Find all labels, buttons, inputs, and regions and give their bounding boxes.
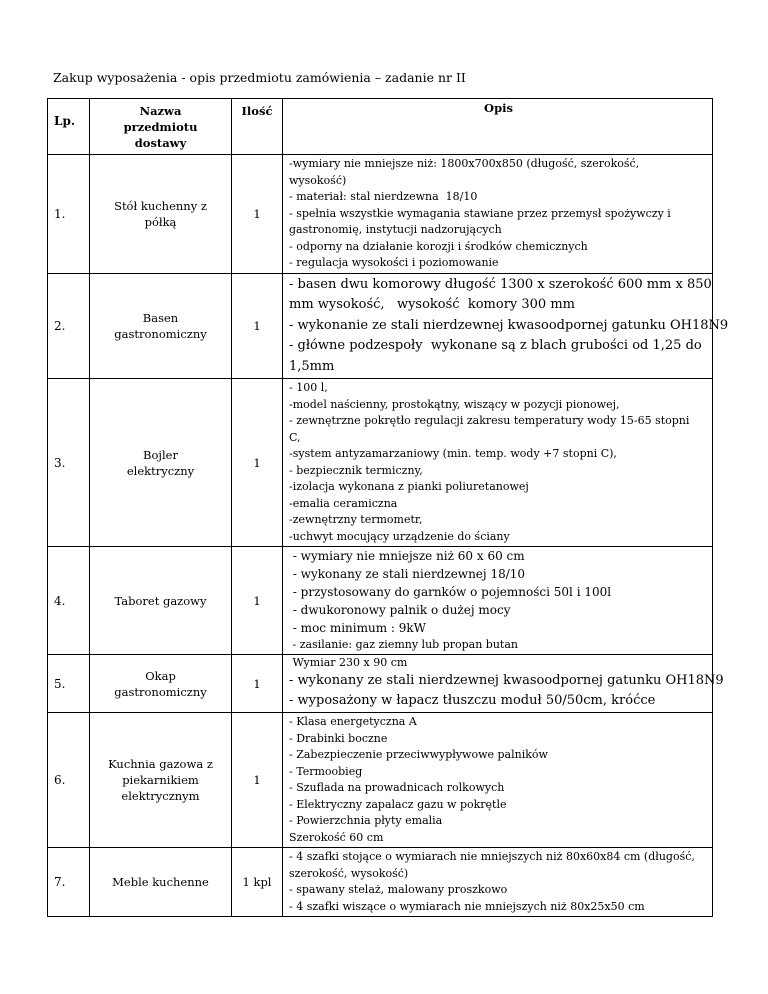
desc-line: - 4 szafki wiszące o wymiarach nie mniejszych niż 80x25x50 cm — [289, 899, 645, 913]
header-qty: Ilość — [232, 99, 283, 155]
desc-line: - wyposażony w łapacz tłuszczu moduł 50/50cm, króćce — [289, 693, 656, 708]
desc-line: gastronomię, instytucji nadzorujących — [289, 223, 502, 236]
table-row — [48, 155, 713, 274]
desc-line: -izolacja wykonana z pianki poliuretanowej — [289, 480, 529, 493]
row-qty: 1 kpl — [232, 848, 283, 917]
desc-line: Szerokość 60 cm — [289, 830, 384, 844]
desc-line: - wykonany ze stali nierdzewnej kwasoodpornej gatunku OH18N9 — [289, 673, 724, 688]
row-name: Okap gastronomiczny — [90, 655, 232, 713]
desc-line: - Szuflada na prowadnicach rolkowych — [289, 781, 505, 794]
desc-line: - spełnia wszystkie wymagania stawiane przez przemysł spożywczy i — [289, 206, 671, 220]
row-lp: 2. — [48, 273, 90, 379]
row-desc — [283, 273, 729, 379]
row-desc — [283, 713, 713, 848]
desc-line: - odporny na działanie korozji i środków chemicznych — [289, 239, 588, 253]
row-name: Kuchnia gazowa z piekarnikiem elektrycznym — [90, 713, 232, 848]
desc-line: - Zabezpieczenie przeciwwypływowe palników — [289, 748, 548, 761]
desc-line: - moc minimum : 9kW — [289, 621, 427, 635]
desc-line: - materiał: stal nierdzewna 18/10 — [289, 190, 478, 203]
desc-line: - spawany stelaż, malowany proszkowo — [289, 883, 508, 896]
row-name: Meble kuchenne — [90, 848, 232, 917]
desc-line: - regulacja wysokości i poziomowanie — [289, 256, 499, 269]
row-name: Stół kuchenny z półką — [90, 155, 232, 274]
row-qty: 1 — [232, 273, 283, 379]
desc-line: - wykonanie ze stali nierdzewnej kwasoodpornej gatunku OH18N9 — [289, 317, 729, 333]
desc-line: - zasilanie: gaz ziemny lub propan butan — [289, 638, 518, 651]
row-qty: 1 — [232, 379, 283, 547]
desc-line: wysokość) — [289, 173, 347, 187]
row-desc — [283, 155, 713, 274]
desc-line: -zewnętrzny termometr, — [289, 513, 423, 526]
table-row — [48, 655, 713, 713]
desc-line: - Drabinki boczne — [289, 731, 388, 745]
row-desc — [283, 547, 713, 655]
row-name: Taboret gazowy — [90, 547, 232, 655]
row-lp: 4. — [48, 547, 90, 655]
header-name: Nazwa przedmiotu dostawy — [90, 99, 232, 155]
document-title: Zakup wyposażenia - opis przedmiotu zamówienia – zadanie nr II — [53, 70, 466, 85]
desc-line: - Termoobieg — [289, 764, 363, 778]
row-name: Bojler elektryczny — [90, 379, 232, 547]
header-lp: Lp. — [48, 99, 90, 155]
desc-line: Wymiar 230 x 90 cm — [289, 656, 408, 669]
row-desc — [283, 379, 713, 547]
table-row — [48, 848, 713, 917]
row-lp: 7. — [48, 848, 90, 917]
desc-line: - dwukoronowy palnik o dużej mocy — [289, 603, 511, 617]
table-row — [48, 713, 713, 848]
desc-line: - 100 l, — [289, 381, 328, 394]
row-qty: 1 — [232, 655, 283, 713]
row-lp: 6. — [48, 713, 90, 848]
row-qty: 1 — [232, 547, 283, 655]
desc-line: -system antyzamarzaniowy (min. temp. wody +7 stopni C), — [289, 447, 617, 460]
desc-line: - 4 szafki stojące o wymiarach nie mniejszych niż 80x60x84 cm (długość, — [289, 850, 695, 863]
table-row — [48, 547, 713, 655]
desc-line: - główne podzespoły wykonane są z blach grubości od 1,25 do — [289, 338, 702, 353]
desc-line: - basen dwu komorowy długość 1300 x szerokość 600 mm x 850 — [289, 276, 712, 292]
table-row — [48, 273, 713, 379]
row-name: Basen gastronomiczny — [90, 273, 232, 379]
desc-line: -wymiary nie mniejsze niż: 1800x700x850 (długość, szerokość, — [289, 157, 640, 170]
desc-line: - wykonany ze stali nierdzewnej 18/10 — [289, 567, 526, 581]
equipment-table — [47, 98, 729, 917]
row-lp: 1. — [48, 155, 90, 274]
table-row — [48, 379, 713, 547]
desc-line: - przystosowany do garnków o pojemności 50l i 100l — [289, 585, 612, 599]
header-desc: Opis — [283, 99, 713, 155]
row-desc — [283, 655, 724, 713]
desc-line: - Powierzchnia płyty emalia — [289, 814, 443, 827]
desc-line: - Klasa energetyczna A — [289, 715, 417, 728]
table-header-row — [48, 99, 713, 155]
row-lp: 3. — [48, 379, 90, 547]
desc-line: -model naścienny, prostokątny, wiszący w pozycji pionowej, — [289, 397, 620, 411]
desc-line: - zewnętrzne pokrętło regulacji zakresu temperatury wody 15-65 stopni — [289, 414, 690, 427]
row-desc — [283, 848, 713, 917]
desc-line: - wymiary nie mniejsze niż 60 x 60 cm — [289, 549, 525, 563]
row-qty: 1 — [232, 713, 283, 848]
desc-line: 1,5mm — [289, 358, 335, 374]
desc-line: -emalia ceramiczna — [289, 496, 398, 510]
desc-line: - bezpiecznik termiczny, — [289, 463, 423, 477]
desc-line: C, — [289, 430, 301, 444]
desc-line: - Elektryczny zapalacz gazu w pokrętle — [289, 797, 507, 811]
row-qty: 1 — [232, 155, 283, 274]
desc-line: -uchwyt mocujący urządzenie do ściany — [289, 529, 510, 543]
row-lp: 5. — [48, 655, 90, 713]
desc-line: szerokość, wysokość) — [289, 866, 409, 880]
desc-line: mm wysokość, wysokość komory 300 mm — [289, 297, 575, 312]
